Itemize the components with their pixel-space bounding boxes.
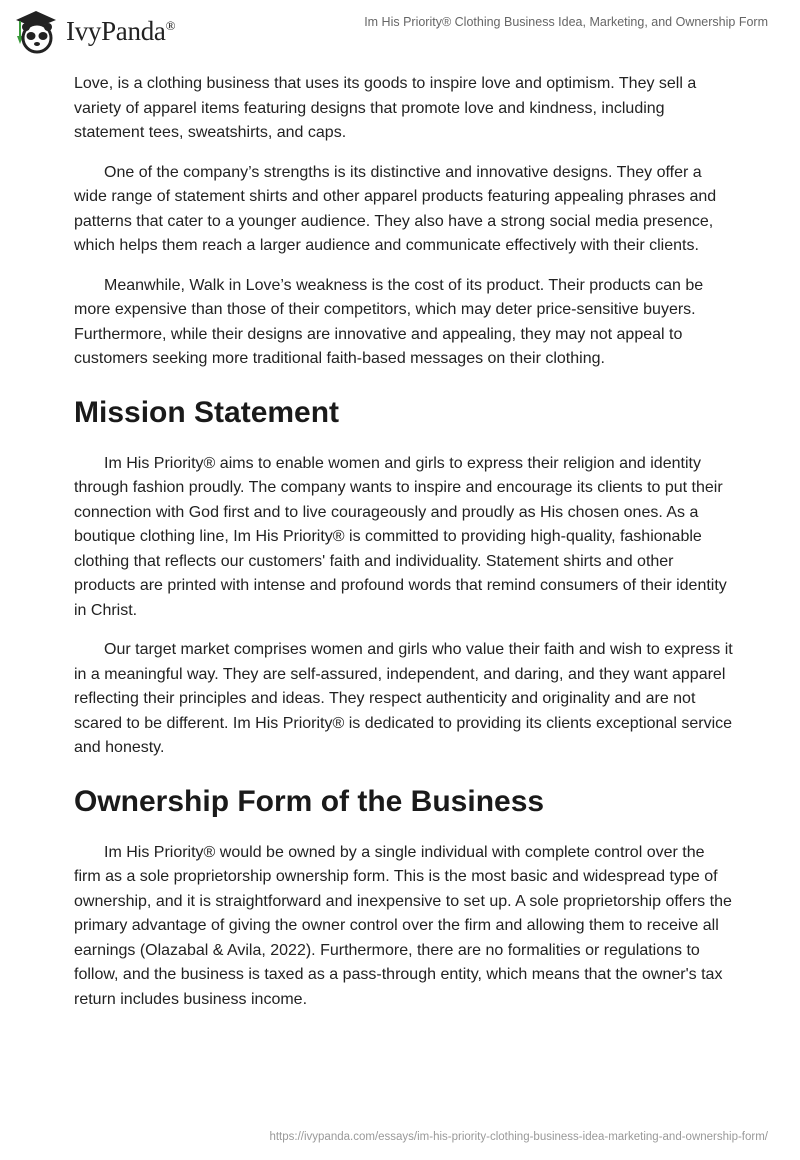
paragraph: One of the company’s strengths is its distinctive and innovative designs. They offer a wide range of statement shirts and other apparel products featuring appealing phrases and patterns that cater to a younger audience. They also have a strong social media presence, which helps them reach a larger audience and communicate effectively with their clients. — [74, 163, 717, 254]
paragraph: Our target market comprises women and girls who value their faith and wish to express it in a meaningful way. They are self-assured, independent, and daring, and they want apparel reflecting their principles and ideas. They respect authenticity and originality and are not scared to be different. Im His Priority® is dedicated to providing its clients exceptional service and honesty. — [74, 641, 733, 756]
paragraph: Love, is a clothing business that uses its goods to inspire love and optimism. They sell a variety of apparel items featuring designs that promote love and kindness, including statement tees, sweatshirts, and caps. — [74, 75, 697, 141]
document-title: Im His Priority® Clothing Business Idea, Marketing, and Ownership Form — [364, 15, 768, 29]
source-url-link[interactable]: https://ivypanda.com/essays/im-his-priority-clothing-business-idea-marketing-and-ownership-form/ — [269, 1131, 768, 1143]
panda-graduate-icon — [12, 8, 60, 54]
paragraph: Im His Priority® would be owned by a single individual with complete control over the firm as a sole proprietorship ownership form. This is the most basic and widespread type of ownership, and it is straightforward and inexpensive to set up. A sole proprietorship offers the primary advantage of giving the owner control over the firm and allowing them to receive all earnings (Olazabal & Avila, 2022). Furthermore, there are no formalities or regulations to follow, and the business is taxed as a pass-through entity, which means that the owner's tax return includes business income. — [74, 843, 732, 1008]
essay-content — [74, 72, 734, 1027]
logo-text: IvyPanda® — [66, 15, 176, 46]
paragraph: Meanwhile, Walk in Love’s weakness is the cost of its product. Their products can be more expensive than those of their competitors, which may deter price-sensitive buyers. Furthermore, while their designs are innovative and appealing, they may not appeal to customers seeking more traditional faith-based messages on their clothing. — [74, 276, 704, 367]
section-heading-ownership: Ownership Form of the Business — [74, 784, 545, 818]
section-heading-mission: Mission Statement — [74, 395, 340, 429]
paragraph: Im His Priority® aims to enable women and girls to express their religion and identity through fashion proudly. The company wants to inspire and encourage its clients to put their connection with God first and to live courageously and proudly as His chosen ones. As a boutique clothing line, Im His Priority® is committed to providing high-quality, fashionable clothing that reflects our customers' faith and individuality. Statement shirts and other products are printed with intense and profound words that remind consumers of their identity in Christ. — [74, 454, 727, 619]
page-header — [0, 0, 800, 60]
ivypanda-logo[interactable] — [12, 8, 175, 54]
